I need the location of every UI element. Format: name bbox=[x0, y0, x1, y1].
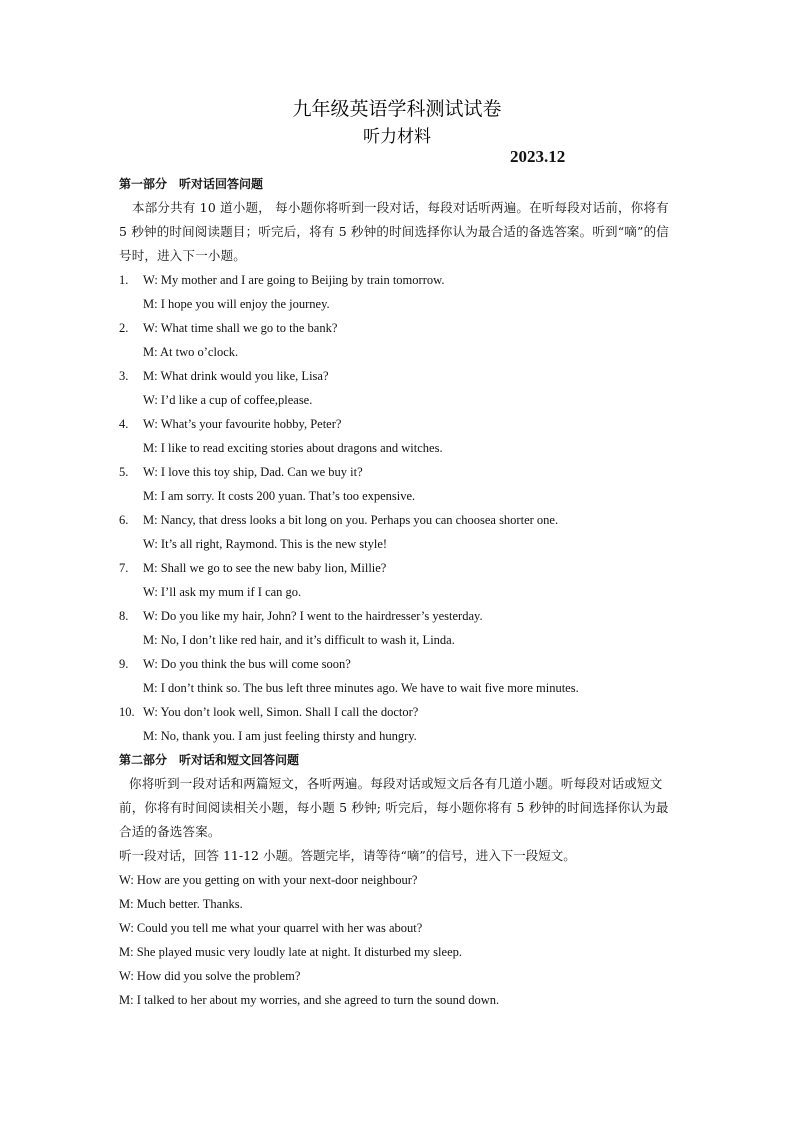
item-line-2: M: No, thank you. I am just feeling thirsty and hungry. bbox=[143, 729, 417, 743]
item-line-2: M: I like to read exciting stories about dragons and witches. bbox=[143, 441, 443, 455]
page-title: 九年级英语学科测试试卷 bbox=[292, 98, 502, 120]
list-item bbox=[119, 652, 679, 676]
item-number: 8. bbox=[119, 609, 129, 623]
item-line-2: W: It’s all right, Raymond. This is the new style! bbox=[143, 537, 388, 551]
list-item bbox=[119, 460, 679, 484]
part2-intro: 你将听到一段对话和两篇短文，各听两遍。每段对话或短文后各有几道小题。听每段对话或短文前，你将有时间阅读相关小题，每小题 5 秒钟; 听完后，每小题你将有 5 秒钟的时间选择你认为最合适的备选答案。 bbox=[119, 776, 669, 839]
item-number: 4. bbox=[119, 417, 129, 431]
list-item bbox=[119, 556, 679, 580]
part1-intro: 本部分共有 10 道小题， 每小题你将听到一段对话，每段对话听两遍。在听每段对话前，你将有 5 秒钟的时间阅读题目；听完后，将有 5 秒钟的时间选择你认为最合适的备选答案。听到“嘀”的信号时，进入下一小题。 bbox=[119, 200, 670, 263]
part2-instruction: 听一段对话，回答 11-12 小题。答题完毕，请等待“嘀”的信号，进入下一段短文。 bbox=[119, 848, 576, 863]
dialogue-line: M: Much better. Thanks. bbox=[119, 897, 243, 911]
item-line-1: W: I love this toy ship, Dad. Can we buy it? bbox=[143, 465, 363, 479]
item-line-1: W: What time shall we go to the bank? bbox=[143, 321, 338, 335]
item-number: 1. bbox=[119, 273, 129, 287]
item-line-2: M: I don’t think so. The bus left three minutes ago. We have to wait five more minutes. bbox=[143, 681, 579, 695]
item-line-1: M: What drink would you like, Lisa? bbox=[143, 369, 329, 383]
item-number: 6. bbox=[119, 513, 129, 527]
item-line-2: M: I hope you will enjoy the journey. bbox=[143, 297, 330, 311]
dialogue-line: W: How are you getting on with your next-door neighbour? bbox=[119, 873, 418, 887]
list-item bbox=[119, 508, 679, 532]
list-item bbox=[119, 700, 679, 724]
item-line-2: M: No, I don’t like red hair, and it’s difficult to wash it, Linda. bbox=[143, 633, 455, 647]
item-number: 9. bbox=[119, 657, 129, 671]
item-line-1: W: What’s your favourite hobby, Peter? bbox=[143, 417, 342, 431]
item-line-1: M: Nancy, that dress looks a bit long on you. Perhaps you can choosea shorter one. bbox=[143, 513, 559, 527]
part1-items bbox=[119, 268, 679, 748]
part1-heading: 第一部分 听对话回答问题 bbox=[119, 177, 264, 191]
item-number: 10. bbox=[119, 705, 135, 719]
list-item bbox=[119, 604, 679, 628]
list-item bbox=[119, 268, 679, 292]
item-line-2: M: I am sorry. It costs 200 yuan. That’s too expensive. bbox=[143, 489, 416, 503]
page-subtitle: 听力材料 bbox=[363, 127, 431, 147]
part2-heading: 第二部分 听对话和短文回答问题 bbox=[119, 753, 300, 767]
list-item bbox=[119, 316, 679, 340]
item-number: 3. bbox=[119, 369, 129, 383]
dialogue-line: W: Could you tell me what your quarrel with her was about? bbox=[119, 921, 423, 935]
item-line-1: W: My mother and I are going to Beijing by train tomorrow. bbox=[143, 273, 445, 287]
part2-dialogue bbox=[119, 868, 679, 1012]
dialogue-line: M: She played music very loudly late at night. It disturbed my sleep. bbox=[119, 945, 462, 959]
dialogue-line: W: How did you solve the problem? bbox=[119, 969, 301, 983]
dialogue-line: M: I talked to her about my worries, and she agreed to turn the sound down. bbox=[119, 993, 500, 1007]
list-item bbox=[119, 364, 679, 388]
list-item bbox=[119, 412, 679, 436]
content bbox=[119, 172, 679, 1012]
item-line-2: M: At two o’clock. bbox=[143, 345, 239, 359]
item-number: 7. bbox=[119, 561, 129, 575]
item-line-2: W: I’d like a cup of coffee,please. bbox=[143, 393, 313, 407]
item-line-1: M: Shall we go to see the new baby lion, Millie? bbox=[143, 561, 387, 575]
item-line-1: W: Do you think the bus will come soon? bbox=[143, 657, 351, 671]
item-number: 2. bbox=[119, 321, 129, 335]
item-line-1: W: Do you like my hair, John? I went to the hairdresser’s yesterday. bbox=[143, 609, 483, 623]
item-line-2: W: I’ll ask my mum if I can go. bbox=[143, 585, 302, 599]
exam-date: 2023.12 bbox=[510, 147, 566, 166]
item-number: 5. bbox=[119, 465, 129, 479]
item-line-1: W: You don’t look well, Simon. Shall I call the doctor? bbox=[143, 705, 419, 719]
